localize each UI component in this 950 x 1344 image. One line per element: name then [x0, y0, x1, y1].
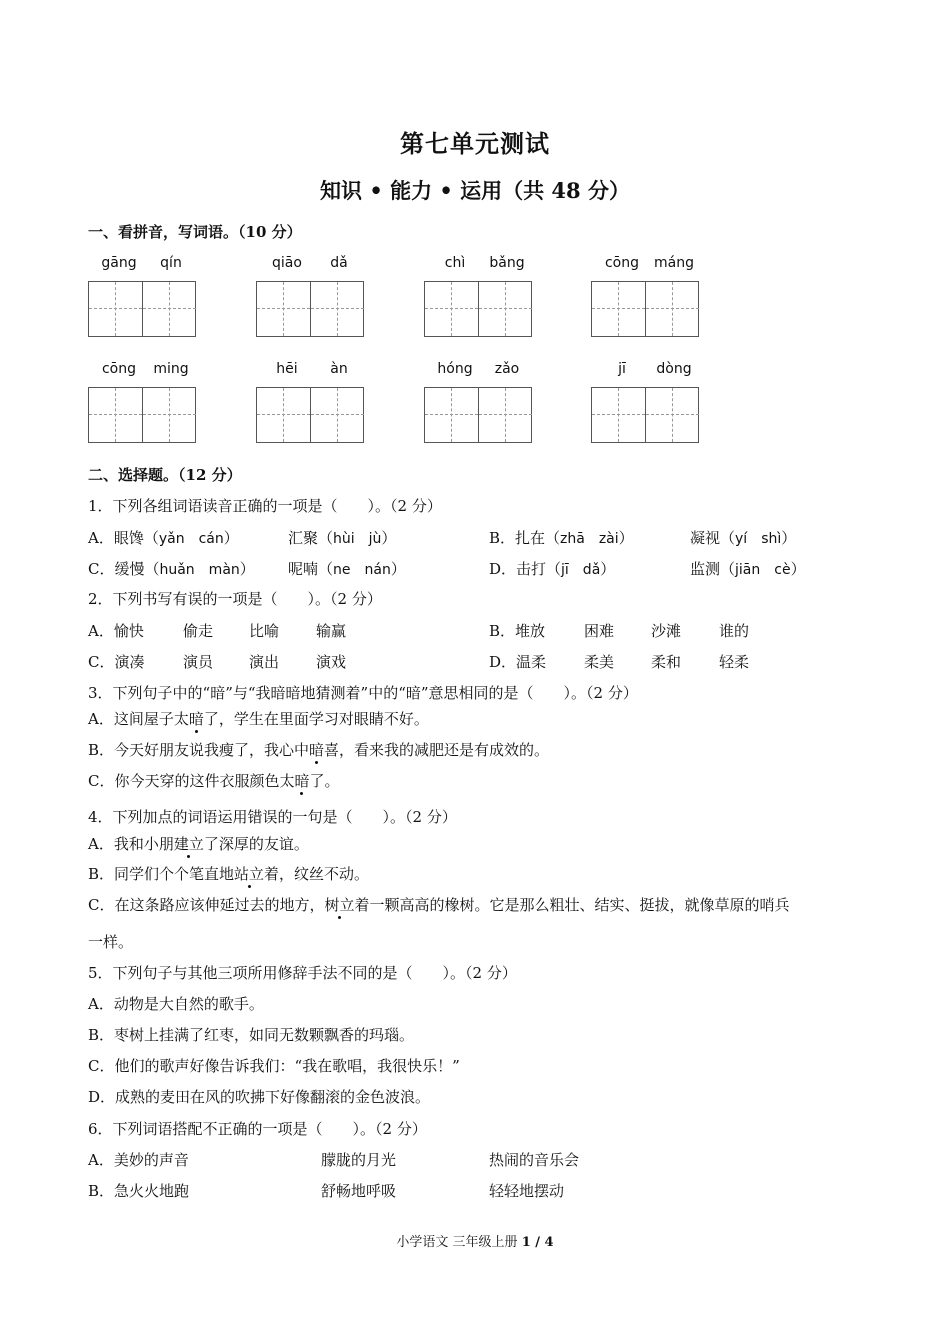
q5-option-a[interactable]: A．动物是大自然的歌手。 — [88, 995, 264, 1013]
q1-option-b2: 凝视（yí shì） — [690, 529, 797, 547]
q2-word: 比喻 — [249, 622, 280, 640]
writing-grid[interactable] — [88, 281, 196, 337]
q6-phrase: 朦胧的月光 — [321, 1151, 397, 1169]
question-4-stem: 4．下列加点的词语运用错误的一句是（ ）。（2 分） — [88, 808, 457, 826]
q2-word: 沙滩 — [651, 622, 682, 640]
q4-option-a[interactable]: A．我和小朋建立了深厚的友谊。 — [88, 835, 309, 853]
pinyin-syllable: qiāo — [272, 255, 302, 271]
question-5-stem: 5．下列句子与其他三项所用修辞手法不同的是（ ）。（2 分） — [88, 964, 517, 982]
q2-option-b[interactable]: B．堆放 — [489, 622, 546, 640]
question-3-stem: 3．下列句子中的“暗”与“我暗暗地猜测着”中的“暗”意思相同的是（ ）。（2 分） — [88, 684, 638, 702]
q1-option-c2: 呢喃（ne nán） — [288, 560, 406, 578]
q2-word: 柔美 — [584, 653, 615, 671]
q6-phrase: 舒畅地呼吸 — [321, 1182, 397, 1200]
q1-option-b1[interactable]: B．扎在（zhā zài） — [489, 529, 634, 547]
q1-option-c1[interactable]: C．缓慢（huǎn màn） — [88, 560, 255, 578]
writing-grid[interactable] — [591, 281, 699, 337]
page-title: 第七单元测试 — [400, 129, 550, 158]
section2-heading: 二、选择题。（12 分） — [88, 466, 242, 484]
q4-option-c-continued: 一样。 — [88, 933, 134, 951]
q3-option-a[interactable]: A．这间屋子太暗了，学生在里面学习对眼睛不好。 — [88, 710, 429, 728]
section1-heading: 一、看拼音，写词语。（10 分） — [88, 223, 302, 241]
writing-grid[interactable] — [256, 281, 364, 337]
question-2-stem: 2．下列书写有误的一项是（ ）。（2 分） — [88, 590, 382, 608]
pinyin-syllable: máng — [654, 255, 694, 271]
q2-word: 困难 — [584, 622, 615, 640]
q2-word: 演出 — [249, 653, 280, 671]
writing-grid[interactable] — [591, 387, 699, 443]
q6-phrase: 热闹的音乐会 — [489, 1151, 580, 1169]
q2-word: 轻柔 — [719, 653, 750, 671]
pinyin-syllable: ming — [153, 361, 189, 377]
q5-option-d[interactable]: D．成熟的麦田在风的吹拂下好像翻滚的金色波浪。 — [88, 1088, 431, 1106]
q1-option-a2: 汇聚（hùi jù） — [288, 529, 397, 547]
q1-option-a1[interactable]: A．眼馋（yǎn cán） — [88, 529, 239, 547]
page-subtitle: 知识 • 能力 • 运用（共 48 分） — [320, 178, 630, 203]
q6-option-b[interactable]: B．急火火地跑 — [88, 1182, 190, 1200]
q2-word: 偷走 — [183, 622, 214, 640]
page-footer — [0, 1231, 950, 1250]
footer-course: 小学语文 三年级上册 — [396, 1235, 522, 1250]
q5-option-c[interactable]: C．他们的歌声好像告诉我们：“我在歌唱，我很快乐！” — [88, 1057, 460, 1075]
q2-word: 演员 — [183, 653, 214, 671]
q2-word: 谁的 — [719, 622, 750, 640]
q2-option-c[interactable]: C．演凑 — [88, 653, 145, 671]
pinyin-syllable: chì — [444, 255, 466, 271]
q4-option-c[interactable]: C．在这条路应该伸延过去的地方，树立着一颗高高的橡树。它是那么粗壮、结实、挺拔，就像草原的哨兵 — [88, 896, 790, 914]
q2-word: 柔和 — [651, 653, 682, 671]
q6-option-a[interactable]: A．美妙的声音 — [88, 1151, 189, 1169]
q6-phrase: 轻轻地摆动 — [489, 1182, 565, 1200]
pinyin-syllable: zǎo — [494, 361, 520, 377]
page-number: 1 / 4 — [521, 1235, 554, 1250]
q3-option-b[interactable]: B．今天好朋友说我瘦了，我心中暗喜，看来我的减肥还是有成效的。 — [88, 741, 550, 759]
writing-grid[interactable] — [424, 281, 532, 337]
pinyin-syllable: cōng — [101, 361, 137, 377]
q3-option-c[interactable]: C．你今天穿的这件衣服颜色太暗了。 — [88, 772, 340, 790]
q1-option-d2: 监测（jiān cè） — [690, 560, 806, 578]
pinyin-syllable: qín — [160, 255, 182, 271]
q5-option-b[interactable]: B．枣树上挂满了红枣，如同无数颗飘香的玛瑙。 — [88, 1026, 415, 1044]
writing-grid[interactable] — [88, 387, 196, 443]
q2-option-d[interactable]: D．温柔 — [489, 653, 547, 671]
pinyin-syllable: dòng — [656, 361, 692, 377]
pinyin-syllable: àn — [330, 361, 348, 377]
q2-word: 演戏 — [316, 653, 347, 671]
pinyin-syllable: hēi — [276, 361, 298, 377]
writing-grid[interactable] — [256, 387, 364, 443]
pinyin-syllable: dǎ — [330, 255, 348, 271]
q4-option-b[interactable]: B．同学们个个笔直地站立着，纹丝不动。 — [88, 865, 370, 883]
question-6-stem: 6．下列词语搭配不正确的一项是（ ）。（2 分） — [88, 1120, 427, 1138]
q2-word: 输赢 — [316, 622, 347, 640]
pinyin-syllable: jī — [618, 361, 626, 377]
pinyin-syllable: hóng — [437, 361, 473, 377]
pinyin-syllable: cōng — [604, 255, 640, 271]
q2-option-a[interactable]: A．愉快 — [88, 622, 144, 640]
pinyin-syllable: bǎng — [489, 255, 525, 271]
pinyin-syllable: gāng — [101, 255, 137, 271]
question-1-stem: 1．下列各组词语读音正确的一项是（ ）。（2 分） — [88, 497, 442, 515]
writing-grid[interactable] — [424, 387, 532, 443]
q1-option-d1[interactable]: D．击打（jī dǎ） — [489, 560, 616, 578]
